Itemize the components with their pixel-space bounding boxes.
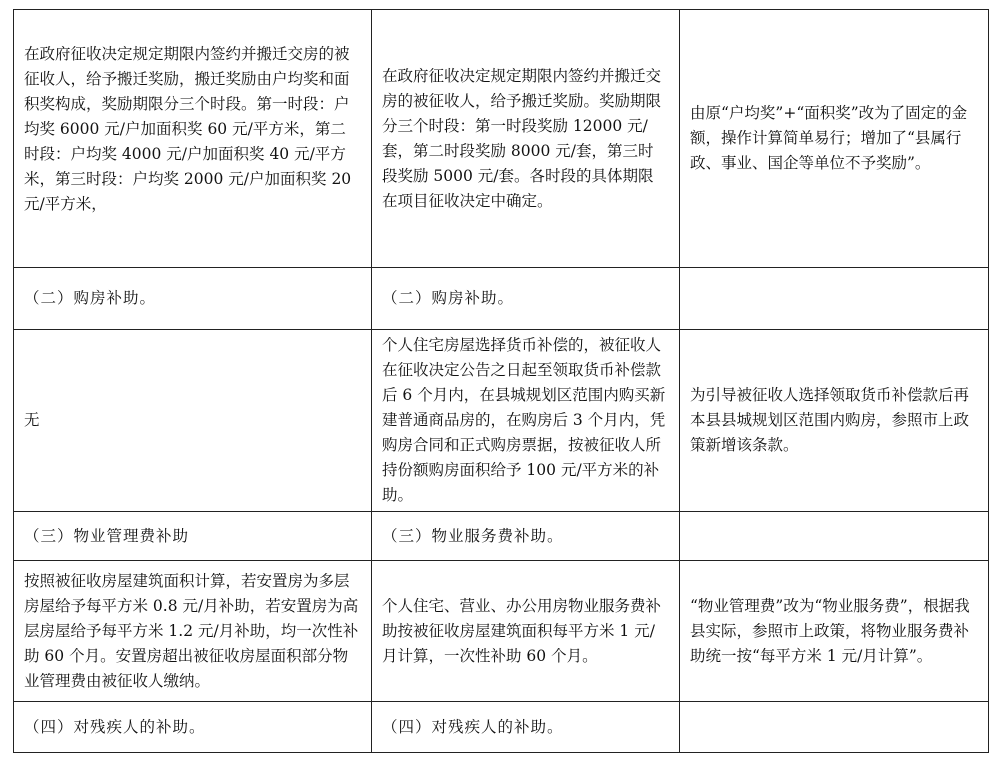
- old-section-heading: （四）对残疾人的补助。: [14, 702, 372, 753]
- new-policy-cell: 个人住宅、营业、办公用房物业服务费补助按被征收房屋建筑面积每平方米 1 元/月计算，一次性补助 60 个月。: [372, 561, 680, 702]
- table-row: [14, 702, 989, 753]
- old-section-heading: （三）物业管理费补助: [14, 512, 372, 561]
- change-note-cell: [680, 268, 989, 330]
- change-note-cell: [680, 512, 989, 561]
- change-note-cell: [680, 702, 989, 753]
- change-note-cell: “物业管理费”改为“物业服务费”，根据我县实际，参照市上政策，将物业服务费补助统一按“每平方米 1 元/月计算”。: [680, 561, 989, 702]
- change-note-cell: 为引导被征收人选择领取货币补偿款后再本县县城规划区范围内购房，参照市上政策新增该条款。: [680, 330, 989, 512]
- new-policy-cell: 在政府征收决定规定期限内签约并搬迁交房的被征收人，给予搬迁奖励。奖励期限分三个时段：第一时段奖励 12000 元/套，第二时段奖励 8000 元/套，第三时段奖励 5000 元/套。各时段的具体期限在项目征收决定中确定。: [372, 10, 680, 268]
- new-policy-cell: 个人住宅房屋选择货币补偿的，被征收人在征收决定公告之日起至领取货币补偿款后 6 个月内，在县城规划区范围内购买新建普通商品房的，在购房后 3 个月内，凭购房合同和正式购房票据，按被征收人所持份额购房面积给予 100 元/平方米的补助。: [372, 330, 680, 512]
- new-section-heading: （三）物业服务费补助。: [372, 512, 680, 561]
- old-section-heading: （二）购房补助。: [14, 268, 372, 330]
- change-note-cell: 由原“户均奖”+“面积奖”改为了固定的金额，操作计算简单易行；增加了“县属行政、事业、国企等单位不予奖励”。: [680, 10, 989, 268]
- old-policy-cell: 无: [14, 330, 372, 512]
- table-row: [14, 561, 989, 702]
- old-policy-cell: 在政府征收决定规定期限内签约并搬迁交房的被征收人，给予搬迁奖励，搬迁奖励由户均奖和面积奖构成，奖励期限分三个时段。第一时段：户均奖 6000 元/户加面积奖 60 元/平方米，第二时段：户均奖 4000 元/户加面积奖 40 元/平方米，第三时段：户均奖 2000 元/户加面积奖 20 元/平方米，: [14, 10, 372, 268]
- table-row: [14, 268, 989, 330]
- old-policy-cell: 按照被征收房屋建筑面积计算，若安置房为多层房屋给予每平方米 0.8 元/月补助，若安置房为高层房屋给予每平方米 1.2 元/月补助，均一次性补助 60 个月。安置房超出被征收房屋面积部分物业管理费由被征收人缴纳。: [14, 561, 372, 702]
- table-row: [14, 512, 989, 561]
- new-section-heading: （四）对残疾人的补助。: [372, 702, 680, 753]
- new-section-heading: （二）购房补助。: [372, 268, 680, 330]
- table-row: [14, 10, 989, 268]
- comparison-table: [13, 9, 989, 753]
- table-row: [14, 330, 989, 512]
